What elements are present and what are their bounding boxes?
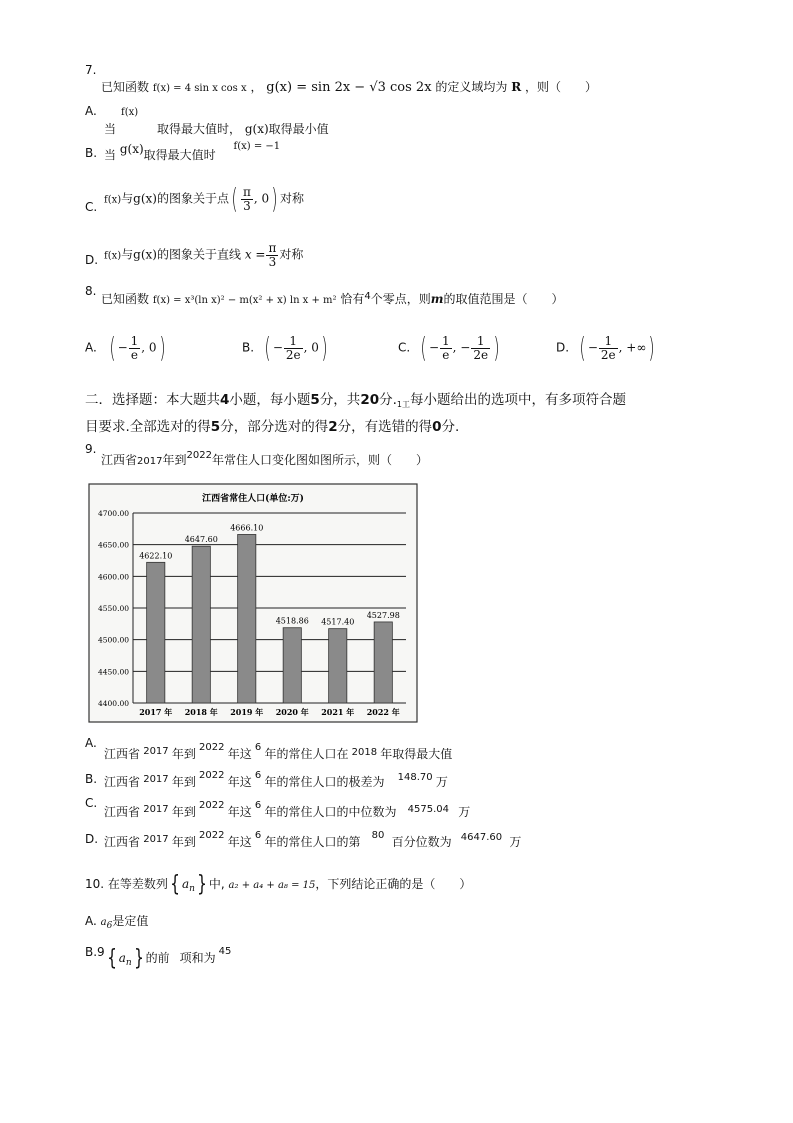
section2-line2-5: 5 xyxy=(210,419,221,435)
section2-line1-b: 小题，每小题 xyxy=(229,392,311,408)
q8-option-b-tail: , 0 xyxy=(303,340,319,355)
q7-option-b-text-a: 当 xyxy=(104,148,117,162)
section2-line2-2: 2 xyxy=(328,419,338,435)
section2-line2-b: 全部选对的得 xyxy=(129,419,211,435)
q8-option-a-label: A. xyxy=(85,340,97,355)
q8-f-def: f(x) = x³(ln x)² − m(x² + x) ln x + m² xyxy=(152,295,337,306)
q7-option-c-3: 3 xyxy=(243,198,251,213)
q7-option-b-f: f(x) = −1 xyxy=(233,141,281,152)
q7-stem-b: 的定义域均为 xyxy=(435,80,508,94)
chart-x-tick-label: 2017 年 xyxy=(139,707,173,717)
chart-value-label: 4647.60 xyxy=(184,535,218,545)
q7-option-c: f(x)与g(x)的图象关于点( $\frac{\pi}{3}$ , 0) 对称 xyxy=(104,182,305,215)
q9-option-d-label: D. xyxy=(85,832,99,846)
q9-d-six: 6 xyxy=(254,830,262,841)
section2-line1 xyxy=(85,388,626,410)
q8-option-b-label: B. xyxy=(242,340,255,355)
q9-option-a-text xyxy=(104,742,453,762)
q7-option-c-gx: g(x) xyxy=(133,191,157,206)
q10-s3: ，下列结论正确的是（ ） xyxy=(315,877,472,891)
q10-stem: 10. 在等差数列{ $a_n$} 中, a₂ + a₄ + a₈ = 15，下列结论正确的是（ ） xyxy=(85,872,472,897)
q7-option-a-text-b: 取得最大值时， xyxy=(157,122,242,136)
q9-c-e: 万 xyxy=(458,805,471,819)
q9-option-b-label: B. xyxy=(85,772,98,786)
q10-option-b-45: 45 xyxy=(218,946,232,957)
chart-y-tick-label: 4500.00 xyxy=(97,635,129,645)
q7-option-a-text-a: 当 xyxy=(104,122,117,136)
q7-option-d-text-a: 与 xyxy=(121,247,134,262)
q8-stem xyxy=(101,290,564,307)
q8-option-d: D. ( − $\frac{1}{2e}$ , +∞) xyxy=(556,331,655,364)
q9-y1: 2017 xyxy=(137,456,163,467)
section2-line2-e: 分. xyxy=(441,419,460,435)
q7-option-d-3: 3 xyxy=(268,254,277,269)
q10-b-an-sub: n xyxy=(125,958,132,968)
q7-option-d-fx: f(x) xyxy=(104,250,122,262)
q9-d-c: 年这 xyxy=(227,835,252,849)
q10-a6: a xyxy=(100,917,107,928)
q7-option-b-gx: g(x) xyxy=(119,142,144,156)
q9-option-d-text xyxy=(104,830,522,850)
q7-option-c-label: C. xyxy=(85,200,98,214)
q9-d-y1: 2017 xyxy=(143,834,169,845)
q10-option-a-text: 是定值 xyxy=(112,914,149,928)
chart-x-tick-label: 2019 年 xyxy=(230,707,264,717)
q9-number: 9. xyxy=(85,442,97,456)
chart-y-tick-label: 4550.00 xyxy=(97,604,129,613)
chart-value-label: 4517.40 xyxy=(321,617,355,627)
q10-an: a xyxy=(181,877,190,891)
q8-option-c: C. ( − $\frac{1}{e}$ , − $\frac{1}{2e}$ ) xyxy=(398,331,500,364)
q9-d-d: 年的常住人口的第 xyxy=(264,835,361,849)
section2-line2-mark: · xyxy=(125,423,130,439)
q9-d-p: 80 xyxy=(371,830,385,841)
chart-x-tick-label: 2020 年 xyxy=(275,707,309,717)
q10-option-b: B.9{ $a_n$} 的前 项和为 $^{45}$ xyxy=(85,945,232,971)
q7-option-d xyxy=(104,242,303,268)
q10-s2: 中, xyxy=(208,877,225,891)
q8-option-a-num: 1 xyxy=(130,333,139,348)
q7-number: 7. xyxy=(85,63,97,77)
chart-y-tick-label: 4450.00 xyxy=(97,667,129,677)
q8-option-a-den: e xyxy=(130,347,139,362)
q9-option-c xyxy=(85,796,97,810)
q9-option-c-label: C. xyxy=(85,796,98,810)
q8-stem-d: 的取值范围是（ ） xyxy=(443,292,564,306)
q8-option-c-mid: , − xyxy=(452,340,471,355)
q9-b-six: 6 xyxy=(254,770,262,781)
q9-a-d: 年的常住人口在 xyxy=(264,747,349,761)
q9-b-val: 148.70 xyxy=(397,772,433,783)
q8-option-c-den2: 2e xyxy=(473,347,489,362)
q10-option-a-label: A. xyxy=(85,914,97,928)
q9-c-y1: 2017 xyxy=(143,804,169,815)
q8-option-c-num2: 1 xyxy=(471,335,490,349)
q9-d-y2: 2022 xyxy=(199,830,225,841)
q9-option-b xyxy=(85,772,97,786)
q7-option-c-0: , 0 xyxy=(253,191,270,206)
chart-bar xyxy=(192,546,210,703)
q10-an-sub: n xyxy=(189,884,195,894)
q8-option-c-den: e xyxy=(442,347,450,362)
chart-bar xyxy=(238,534,256,703)
q9-c-six: 6 xyxy=(254,800,262,811)
q10-number: 10. xyxy=(85,877,105,891)
q9-s1: 江西省 xyxy=(101,453,138,467)
section2-line2 xyxy=(85,415,459,439)
q7-g-def: g(x) = sin 2x − √3 cos 2x xyxy=(266,80,432,95)
section2-line1-5: 5 xyxy=(310,392,320,408)
q9-d-e: 万 xyxy=(509,835,522,849)
section2-line1-4: 4 xyxy=(220,392,230,408)
section2-line1-d: 分. xyxy=(379,392,397,408)
q7-option-b xyxy=(104,141,281,163)
q8-option-d-num: 1 xyxy=(599,335,618,349)
chart-y-tick-label: 4400.00 xyxy=(97,699,129,708)
q9-b-a: 江西省 xyxy=(104,775,141,789)
q7-option-d-gx: g(x) xyxy=(133,247,157,262)
q10-option-b-a: 的前 xyxy=(145,951,170,965)
chart-value-label: 4666.10 xyxy=(230,523,264,533)
section2-line2-a: 目要求 xyxy=(85,419,126,435)
chart-value-label: 4527.98 xyxy=(366,610,400,620)
q9-b-y2: 2022 xyxy=(199,770,225,781)
chart-x-tick-label: 2021 年 xyxy=(321,707,355,717)
q7-stem: 已知函数 f(x) = 4 sin x cos x ， g(x) = sin 2x − √3 cos 2x 的定义域均为 R ，则（ ） xyxy=(101,80,598,95)
q10-s1: 在等差数列 xyxy=(107,877,168,891)
chart-x-tick-label: 2018 年 xyxy=(184,707,218,717)
q8-option-a-minus: − xyxy=(117,340,128,355)
q9-a-c: 年这 xyxy=(227,747,252,761)
q7-stem-a: 已知函数 xyxy=(101,80,150,94)
q7-stem-c: ，则（ ） xyxy=(525,80,598,94)
q7-option-d-pi: π xyxy=(268,241,277,255)
section2-line1-e: 每小题给出的选项中，有多项符合题 xyxy=(410,392,626,408)
q7-option-c-pi: π xyxy=(242,184,251,199)
q9-s3: 年常住人口变化图如图所示，则（ ） xyxy=(211,453,428,467)
chart-bar xyxy=(283,628,301,703)
q9-y2: 2022 xyxy=(186,450,212,461)
q9-option-c-text xyxy=(104,800,471,820)
q9-d-d2: 百分位数为 xyxy=(391,835,452,849)
chart-value-label: 4622.10 xyxy=(139,551,173,561)
q9-b-c: 年这 xyxy=(227,775,252,789)
q9-a-y1: 2017 xyxy=(143,746,169,757)
q7-R: R xyxy=(511,80,522,94)
q7-option-c-fx: f(x) xyxy=(104,194,122,206)
section2-line1-c: 分，共 xyxy=(319,392,361,408)
chart-y-tick-label: 4700.00 xyxy=(97,509,129,518)
q7-option-c-text-b: 的图象关于点 xyxy=(156,191,229,206)
q7-option-a-gx: g(x) xyxy=(244,122,269,136)
chart-bar xyxy=(329,629,347,703)
q8-option-c-num: 1 xyxy=(442,333,450,348)
q7-option-b-label: B. xyxy=(85,146,98,160)
q7-option-d-text-b: 的图象关于直线 xyxy=(156,247,241,262)
q9-d-val: 4647.60 xyxy=(460,832,503,843)
q9-d-a: 江西省 xyxy=(104,835,141,849)
q7-option-c-text-a: 与 xyxy=(121,191,134,206)
q8-option-b: B. ( − $\frac{1}{2e}$ , 0) xyxy=(242,331,328,364)
q9-option-d xyxy=(85,832,98,846)
q8-stem-a: 已知函数 xyxy=(101,292,150,306)
chart-x-tick-label: 2022 年 xyxy=(366,707,400,717)
section2-line2-c: 分，部分选对的得 xyxy=(220,419,329,435)
q9-b-y1: 2017 xyxy=(143,774,169,785)
q7-option-a-text-c: 取得最小值 xyxy=(268,122,329,136)
q8-option-d-label: D. xyxy=(556,340,570,355)
q8-option-b-num: 1 xyxy=(284,335,303,349)
q7-option-a-fx: f(x) xyxy=(121,107,139,118)
chart-bar xyxy=(147,562,165,703)
q10-option-b-b: 项和为 xyxy=(179,951,216,965)
chart-bar xyxy=(374,622,392,703)
q9-c-d: 年的常住人口的中位数为 xyxy=(264,805,397,819)
q9-a-val: 2018 xyxy=(351,747,378,758)
section2-line2-d: 分，有选错的得 xyxy=(337,419,433,435)
q9-c-c: 年这 xyxy=(227,805,252,819)
q9-option-a-label: A. xyxy=(85,736,97,750)
q10-option-a xyxy=(85,912,148,931)
q8-option-d-den: 2e xyxy=(600,347,616,362)
q8-four: 4 xyxy=(364,291,371,302)
q7-option-a xyxy=(104,120,329,137)
q8-option-d-tail: , +∞ xyxy=(618,340,647,355)
q7-option-b-text-b: 取得最大值时 xyxy=(143,148,216,162)
q9-stem xyxy=(101,451,428,468)
q7-f-def: f(x) = 4 sin x cos x xyxy=(152,83,247,94)
q9-option-a xyxy=(85,736,97,750)
q9-b-e: 万 xyxy=(435,775,448,789)
q10-option-b-label: B.9 xyxy=(85,945,105,959)
q8-option-c-label: C. xyxy=(398,340,411,355)
chart-y-tick-label: 4650.00 xyxy=(97,540,129,550)
section2-line1-mark: 1工 xyxy=(396,400,410,409)
chart-y-tick-label: 4600.00 xyxy=(97,572,129,582)
q8-option-b-minus: − xyxy=(272,340,283,355)
q9-a-b: 年到 xyxy=(171,747,196,761)
q8-m: m xyxy=(430,292,444,306)
q8-option-a: A. ( − $\frac{1}{e}$ , 0) xyxy=(85,331,166,364)
q9-a-y2: 2022 xyxy=(199,742,225,753)
q7-option-c-text-c: 对称 xyxy=(280,191,305,206)
q8-stem-c: 个零点，则 xyxy=(370,292,431,306)
q8-stem-b: 恰有 xyxy=(340,292,365,306)
q9-c-y2: 2022 xyxy=(199,800,225,811)
q9-a-a: 江西省 xyxy=(104,747,141,761)
chart-title: 江西省常住人口(单位:万) xyxy=(202,494,304,504)
q8-number: 8. xyxy=(85,284,97,298)
q9-b-d: 年的常住人口的极差为 xyxy=(264,775,385,789)
q7-option-d-label: D. xyxy=(85,253,99,267)
q8-option-a-tail: , 0 xyxy=(141,340,157,355)
q10-b-an: a xyxy=(118,951,126,965)
q7-option-d-text-c: 对称 xyxy=(279,247,304,262)
q9-c-b: 年到 xyxy=(171,805,196,819)
q9-d-b: 年到 xyxy=(171,835,196,849)
q9-b-b: 年到 xyxy=(171,775,196,789)
q8-option-c-minus: − xyxy=(428,340,440,355)
section2-line1-20: 20 xyxy=(360,392,380,408)
population-bar-chart xyxy=(88,483,418,723)
q9-c-a: 江西省 xyxy=(104,805,141,819)
q7-option-a-label: A. xyxy=(85,104,97,118)
chart-value-label: 4518.86 xyxy=(275,616,309,626)
q8-option-d-minus: − xyxy=(587,340,598,355)
q7-option-d-x: x = xyxy=(244,247,266,262)
q10-a6-sub: 6 xyxy=(106,921,113,931)
q9-c-val: 4575.04 xyxy=(407,804,450,815)
q9-a-six: 6 xyxy=(254,742,262,753)
q9-s2: 年到 xyxy=(162,453,187,467)
section2-line2-0: 0 xyxy=(432,419,442,435)
section2-line1-a: 二．选择题：本大题共 xyxy=(85,392,220,408)
q10-eq: a₂ + a₄ + a₈ = 15 xyxy=(228,880,316,891)
q9-option-b-text xyxy=(104,770,448,790)
q8-option-b-den: 2e xyxy=(285,347,301,362)
q9-a-e: 年取得最大值 xyxy=(380,747,453,761)
